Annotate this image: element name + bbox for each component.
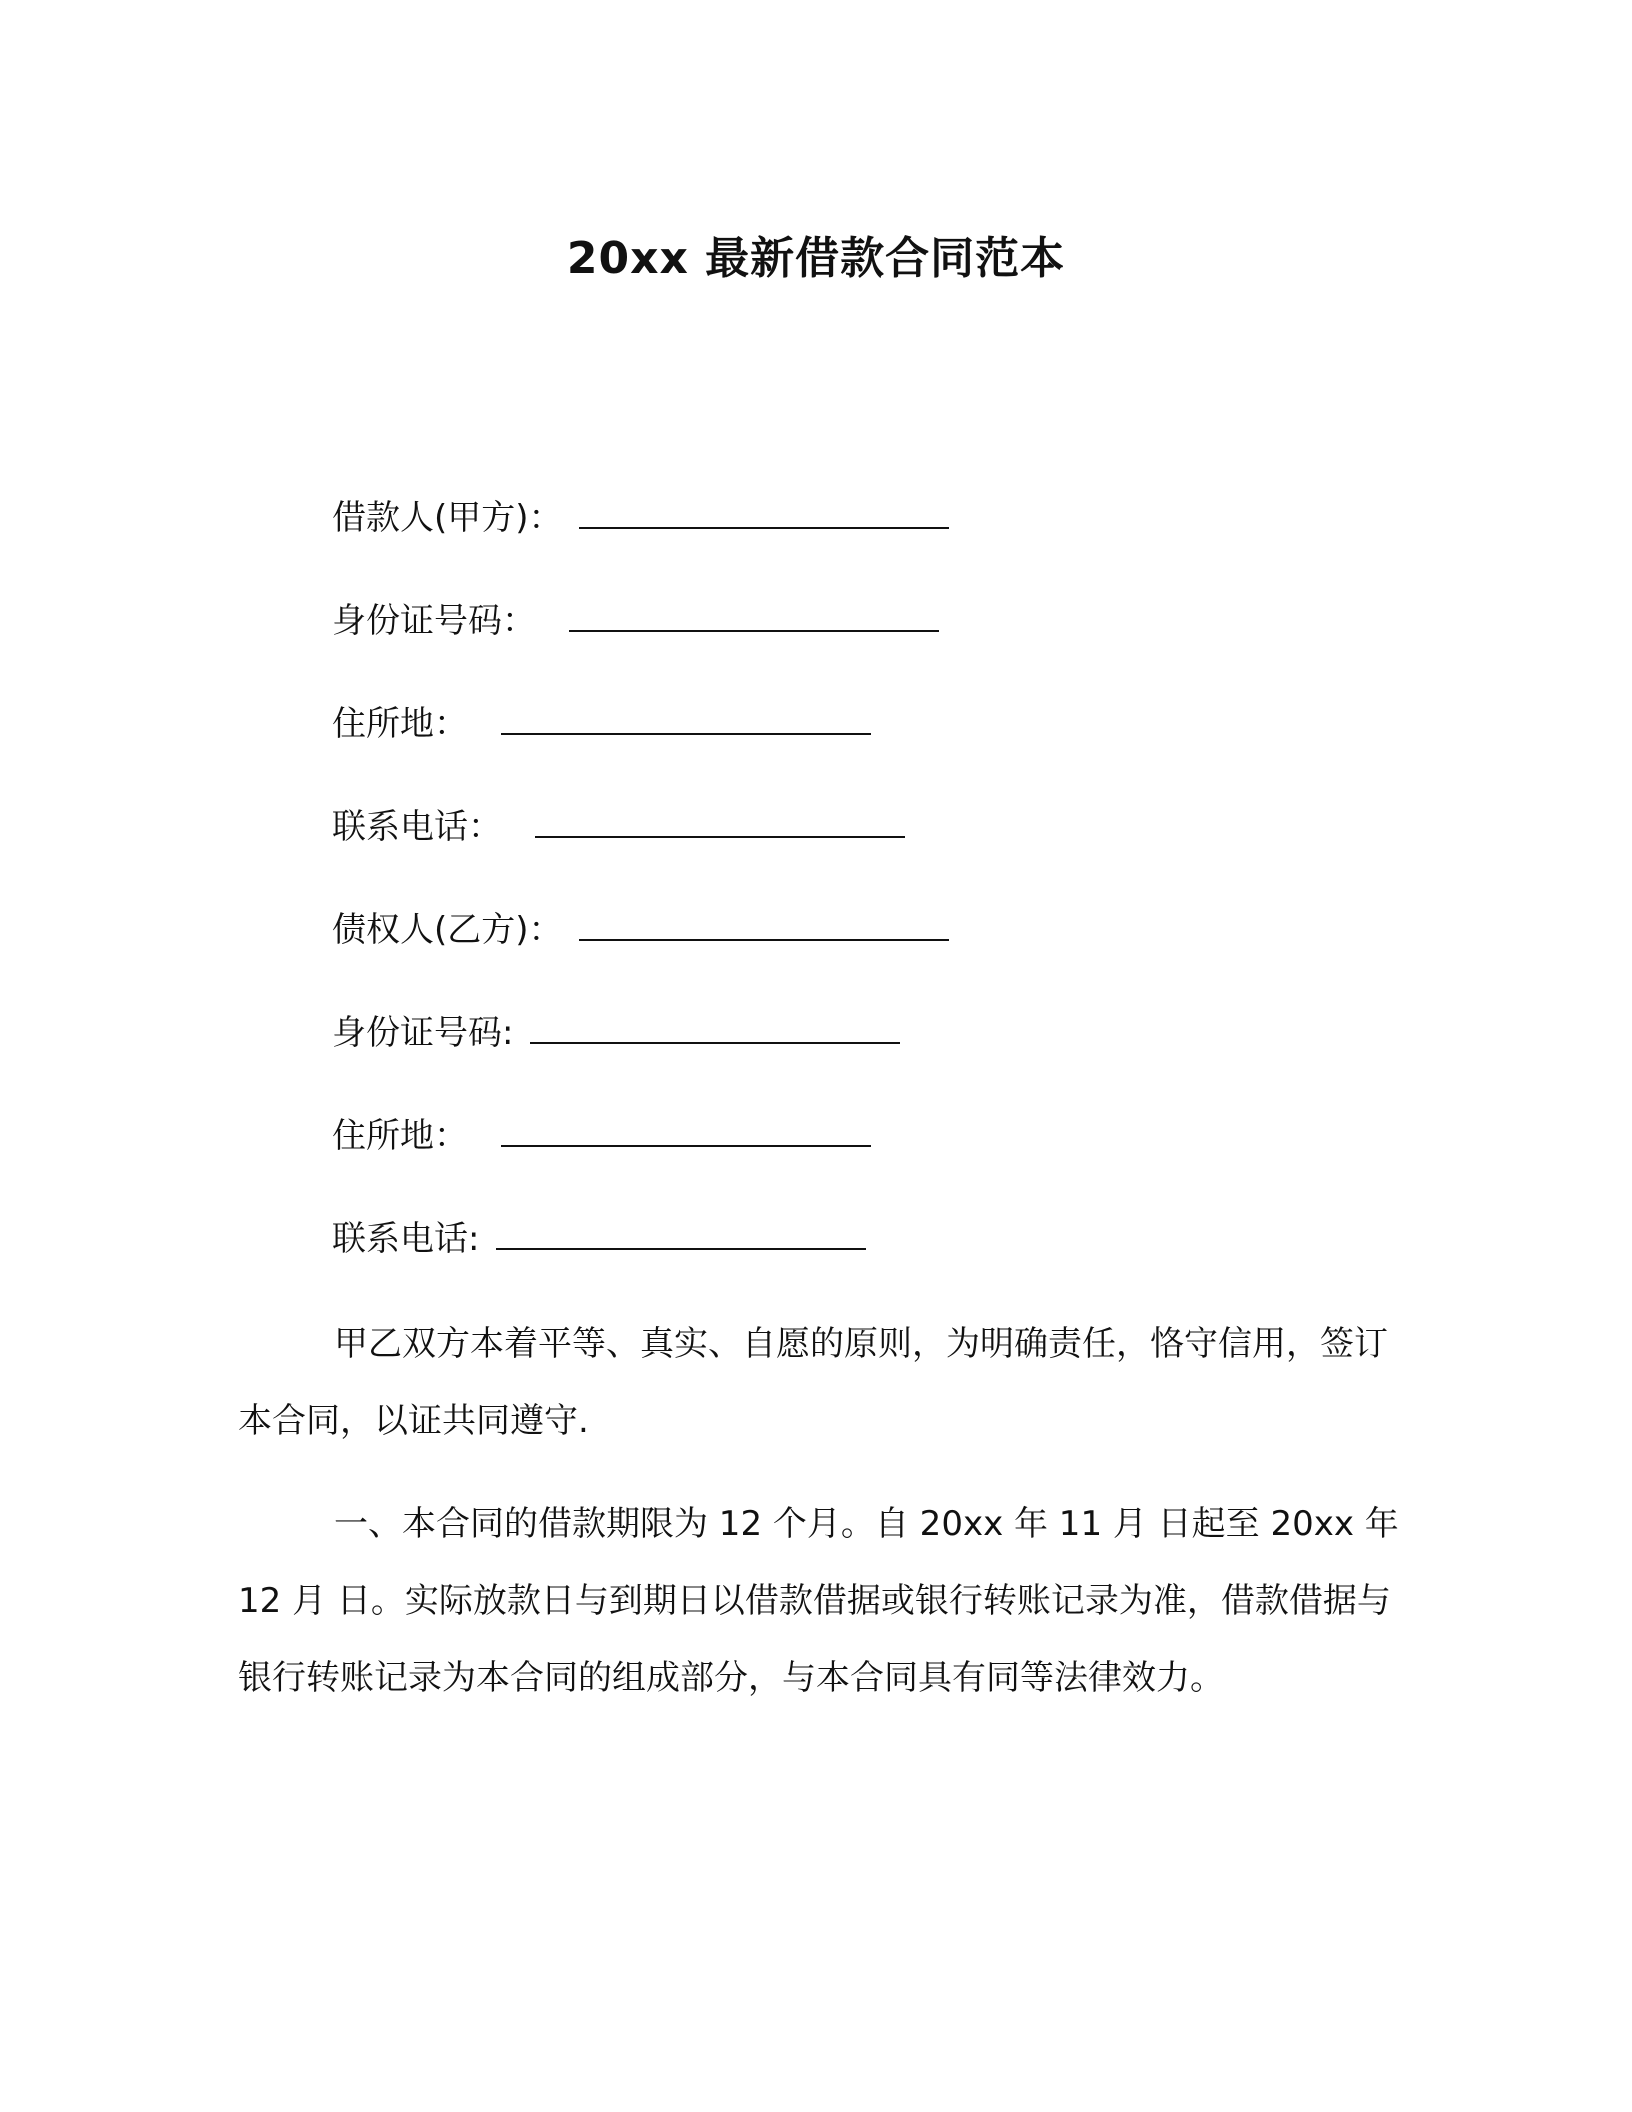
creditor-address-field [332, 1111, 871, 1161]
borrower-address-label: 住所地： [332, 704, 468, 744]
creditor-id-field [332, 1008, 900, 1058]
creditor-label: 债权人(乙方)： [332, 910, 563, 950]
borrower-phone-label: 联系电话： [332, 807, 502, 847]
borrower-id-label: 身份证号码： [332, 601, 536, 641]
creditor-phone-label: 联系电话: [332, 1219, 480, 1259]
creditor-id-blank [530, 1012, 900, 1044]
creditor-phone-field [332, 1214, 866, 1264]
creditor-id-label: 身份证号码: [332, 1013, 514, 1053]
contract-preamble: 甲乙双方本着平等、真实、自愿的原则，为明确责任，恪守信用，签订本合同，以证共同遵守. [238, 1324, 1388, 1441]
creditor-address-label: 住所地： [332, 1116, 468, 1156]
borrower-field [332, 493, 949, 543]
creditor-blank [579, 909, 949, 941]
borrower-blank [579, 497, 949, 529]
borrower-phone-field [332, 802, 905, 852]
creditor-phone-blank [496, 1218, 866, 1250]
document-title: 20xx 最新借款合同范本 [566, 233, 1066, 284]
clause-loan-term: 一、本合同的借款期限为 12 个月。自 20xx 年 11 月 日起至 20xx 年 12 月 日。实际放款日与到期日以借款借据或银行转账记录为准，借款借据与银行转账记录为本合同的组成部分，与本合同具有同等法律效力。 [238, 1504, 1399, 1698]
borrower-id-blank [569, 600, 939, 632]
borrower-id-field [332, 596, 939, 646]
creditor-field [332, 905, 949, 955]
borrower-address-field [332, 699, 871, 749]
creditor-address-blank [501, 1115, 871, 1147]
borrower-phone-blank [535, 806, 905, 838]
borrower-address-blank [501, 703, 871, 735]
borrower-label: 借款人(甲方)： [332, 498, 563, 538]
